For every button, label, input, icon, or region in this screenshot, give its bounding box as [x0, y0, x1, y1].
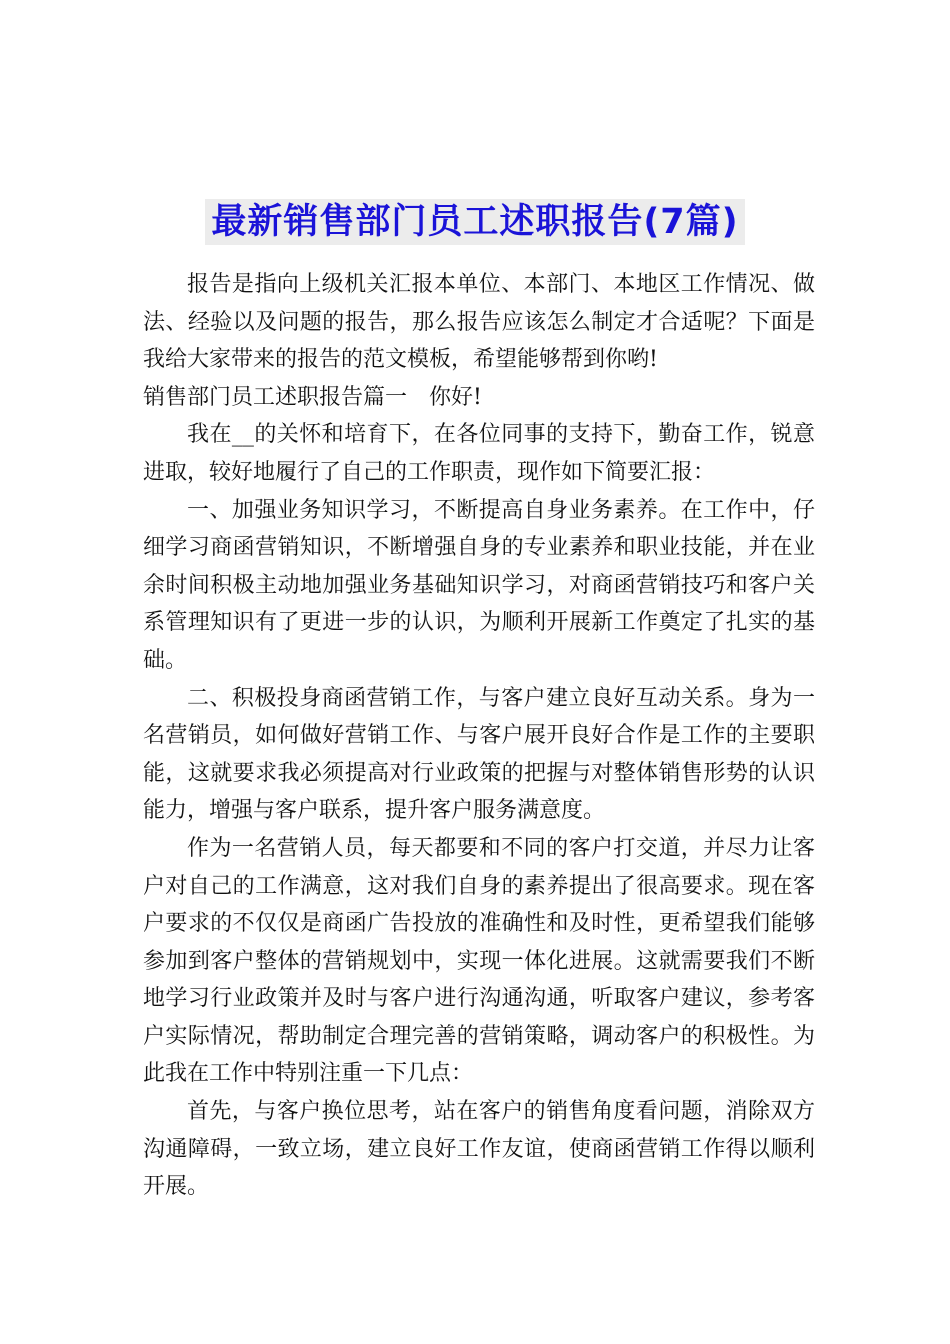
- paragraph-point-two: 二、积极投身商函营销工作，与客户建立良好互动关系。身为一名营销员，如何做好营销工作、与客户展开良好合作是工作的主要职能，这就要求我必须提高对行业政策的把握与对整体销售形势的认识能力，增强与客户联系，提升客户服务满意度。: [143, 685, 815, 824]
- paragraph-opening: 我在__的关怀和培育下，在各位同事的支持下，勤奋工作，锐意进取，较好地履行了自己的工作职责，现作如下简要汇报：: [143, 422, 815, 485]
- title-container: [0, 176, 950, 269]
- paragraph-point-one: 一、加强业务知识学习，不断提高自身业务素养。在工作中，仔细学习商函营销知识，不断增强自身的专业素养和职业技能，并在业余时间积极主动地加强业务基础知识学习，对商函营销技巧和客户关系管理知识有了更进一步的认识，为顺利开展新工作奠定了扎实的基础。: [143, 497, 815, 673]
- document-body: [143, 266, 815, 1206]
- document-title: 最新销售部门员工述职报告(7篇): [205, 199, 744, 245]
- paragraph-section-heading: 销售部门员工述职报告篇一 你好!: [143, 384, 482, 410]
- paragraph-marketing-role: 作为一名营销人员，每天都要和不同的客户打交道，并尽力让客户对自己的工作满意，这对我们自身的素养提出了很高要求。现在客户要求的不仅仅是商函广告投放的准确性和及时性，更希望我们能够参加到客户整体的营销规划中，实现一体化进展。这就需要我们不断地学习行业政策并及时与客户进行沟通沟通，听取客户建议，参考客户实际情况，帮助制定合理完善的营销策略，调动客户的积极性。为此我在工作中特别注重一下几点：: [143, 835, 815, 1087]
- paragraph-first-point: 首先，与客户换位思考，站在客户的销售角度看问题，消除双方沟通障碍，一致立场，建立良好工作友谊，使商函营销工作得以顺利开展。: [143, 1099, 815, 1200]
- paragraph-intro: 报告是指向上级机关汇报本单位、本部门、本地区工作情况、做法、经验以及问题的报告，那么报告应该怎么制定才合适呢？下面是我给大家带来的报告的范文模板，希望能够帮到你哟!: [143, 272, 815, 373]
